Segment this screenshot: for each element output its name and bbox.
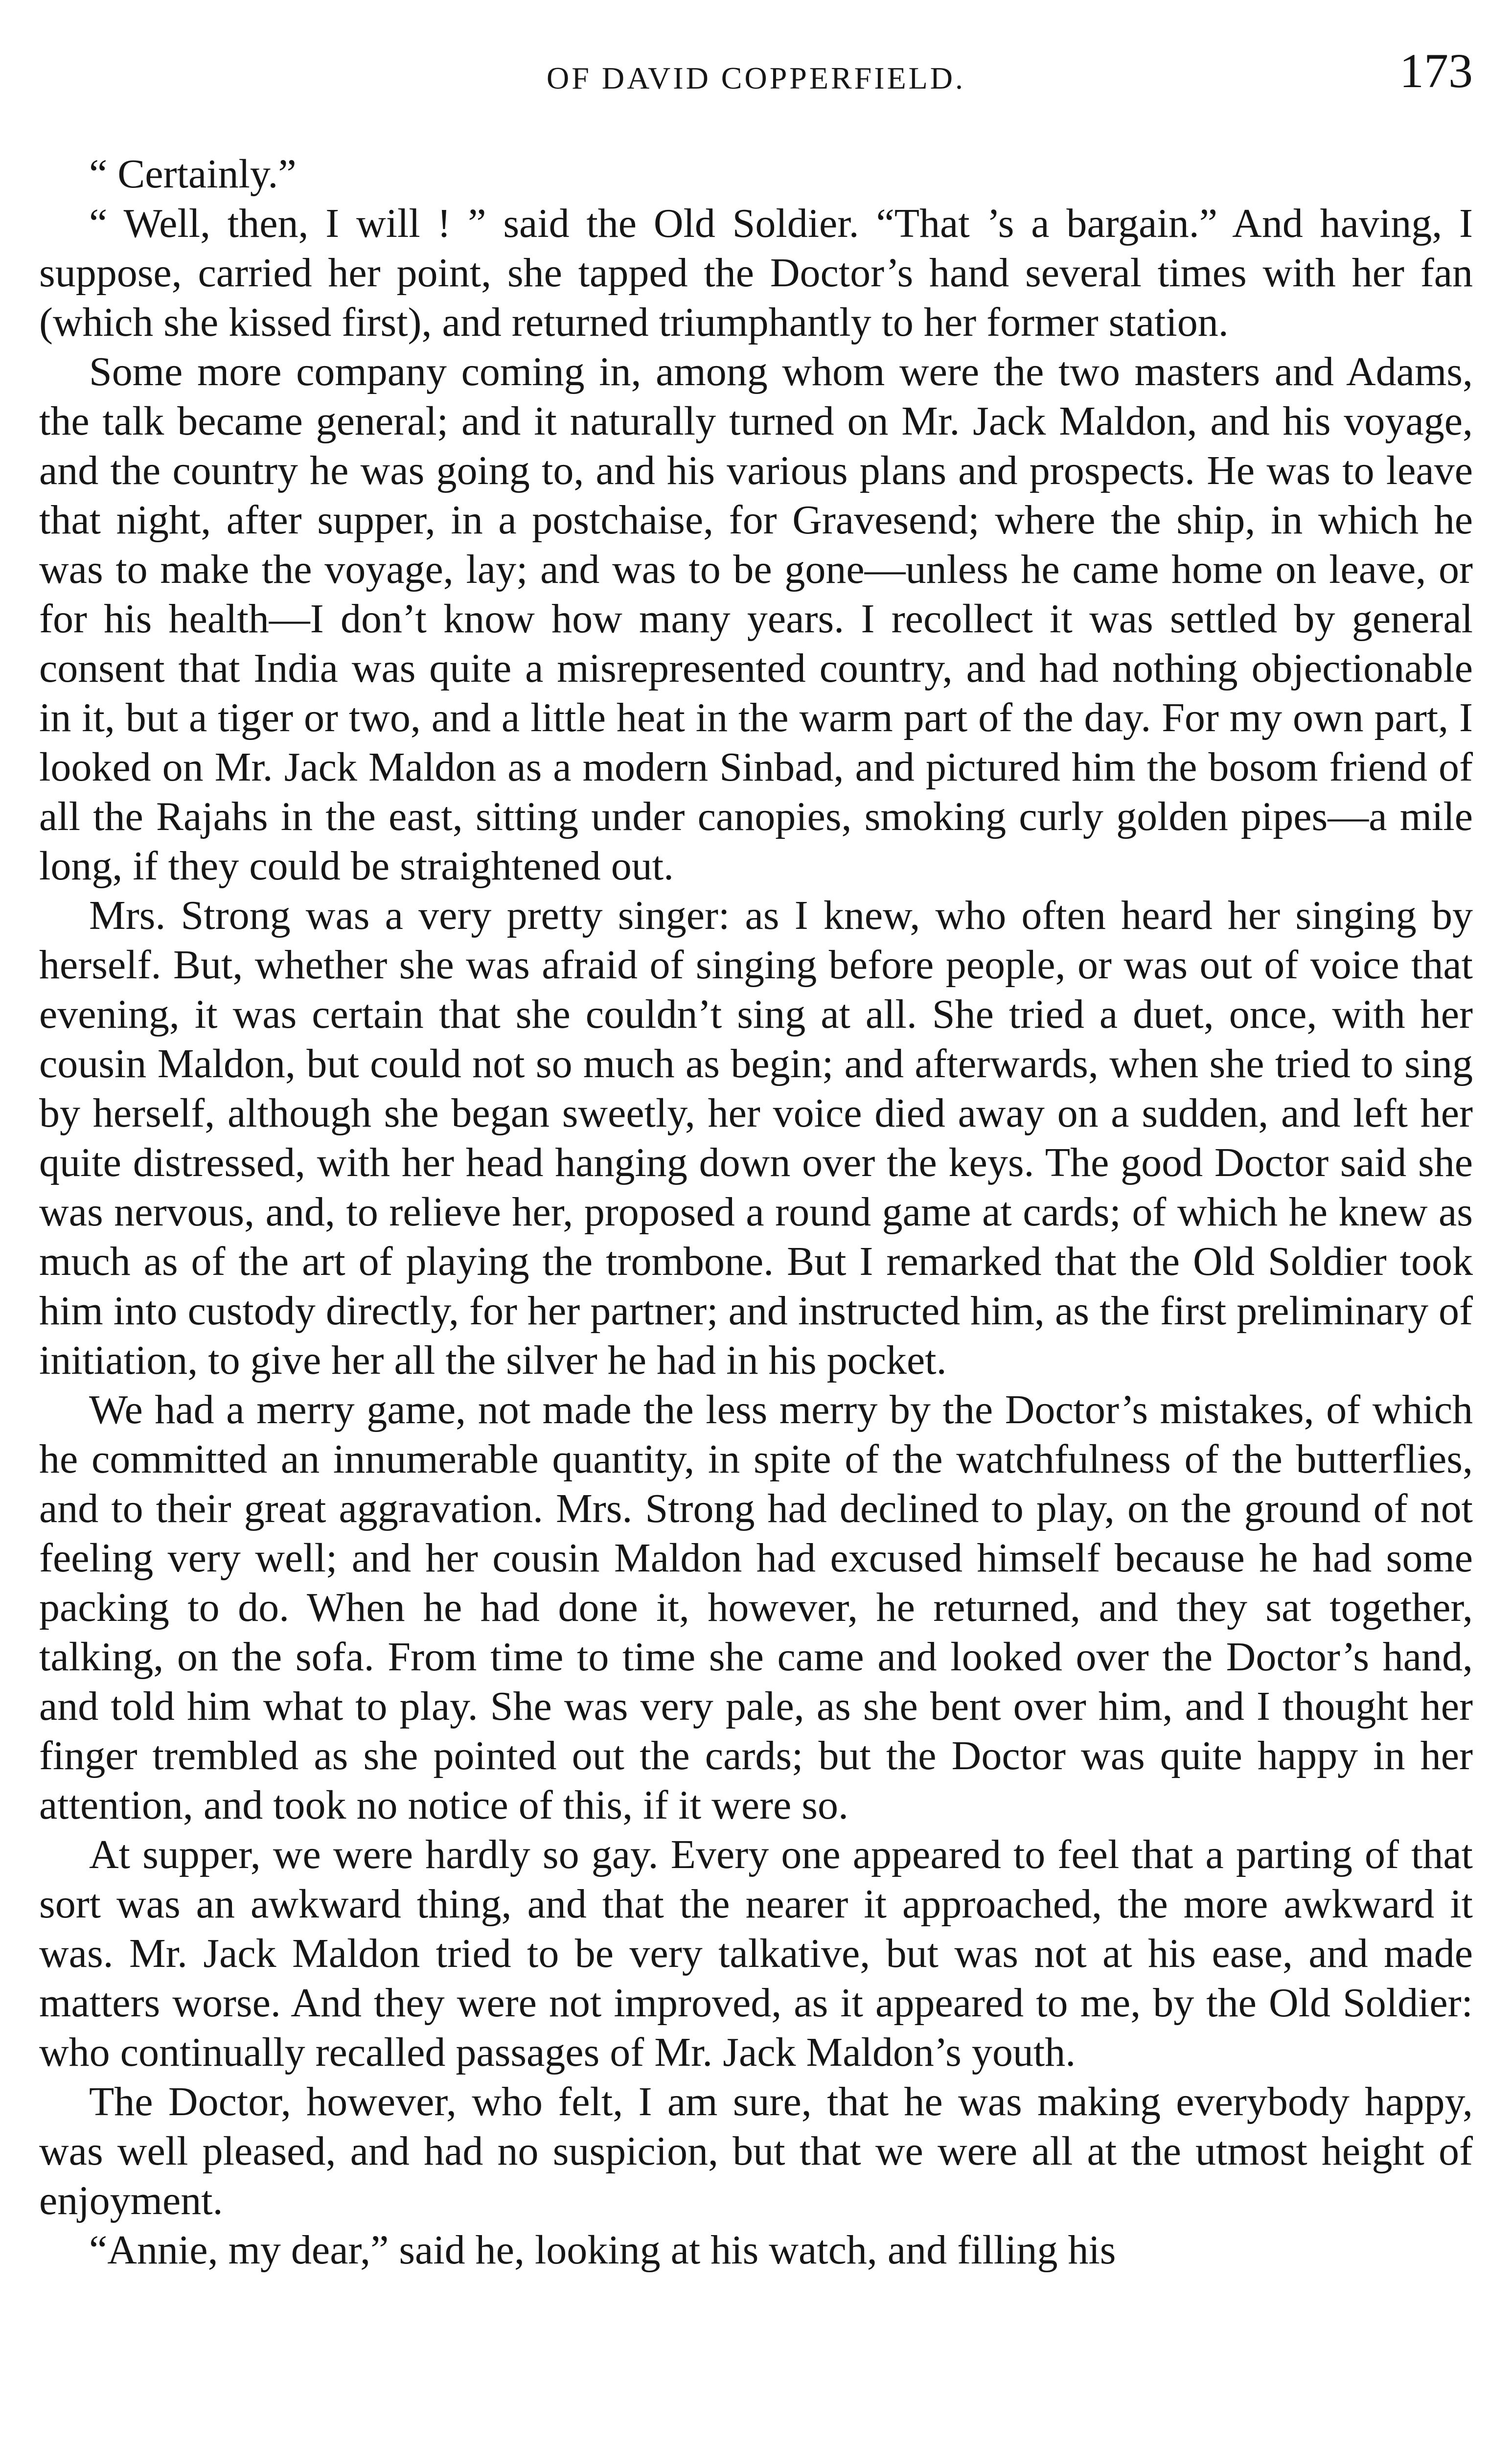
paragraph: The Doctor, however, who felt, I am sure, that he was making everybody happy, was well pleased, and had no suspicion, but that we were all at the utmost height of enjoyment. — [39, 2079, 1473, 2223]
paragraph: “ Well, then, I will ! ” said the Old Soldier. “That ’s a bargain.” And having, I suppose, carried her point, she tapped the Doctor’s hand several times with her fan (which she kissed first), and returned triumphantly to her former station. — [39, 201, 1473, 345]
paragraph: Some more company coming in, among whom were the two masters and Adams, the talk became general; and it naturally turned on Mr. Jack Maldon, and his voyage, and the country he was going to, and his various plans and prospects. He was to leave that night, after supper, in a postchaise, for Gravesend; where the ship, in which he was to make the voyage, lay; and was to be gone—unless he came home on leave, or for his health—I don’t know how many years. I recollect it was settled by general consent that India was quite a misrepresented country, and had nothing objectionable in it, but a tiger or two, and a little heat in the warm part of the day. For my own part, I looked on Mr. Jack Maldon as a modern Sinbad, and pictured him the bosom friend of all the Rajahs in the east, sitting under canopies, smoking curly golden pipes—a mile long, if they could be straightened out. — [39, 349, 1473, 889]
paragraph: “ Certainly.” — [89, 151, 297, 197]
paragraph: At supper, we were hardly so gay. Every one appeared to feel that a parting of that sort was an awkward thing, and that the nearer it approached, the more awkward it was. Mr. Jack Maldon tried to be very talkative, but was not at his ease, and made matters worse. And they were not improved, as it appeared to me, by the Old Soldier: who continually recalled passages of Mr. Jack Maldon’s youth. — [39, 1832, 1473, 2075]
paragraph: Mrs. Strong was a very pretty singer: as I knew, who often heard her singing by herself. But, whether she was afraid of singing before people, or was out of voice that evening, it was certain that she couldn’t sing at all. She tried a duet, once, with her cousin Maldon, but could not so much as begin; and afterwards, when she tried to sing by herself, although she began sweetly, her voice died away on a sudden, and left her quite distressed, with her head hanging down over the keys. The good Doctor said she was nervous, and, to relieve her, proposed a round game at cards; of which he knew as much as of the art of playing the trombone. But I remarked that the Old Soldier took him into custody directly, for her partner; and instructed him, as the first preliminary of initiation, to give her all the silver he had in his pocket. — [39, 893, 1473, 1383]
page-number: 173 — [1399, 44, 1473, 98]
body-text — [39, 149, 1473, 2447]
paragraph: We had a merry game, not made the less merry by the Doctor’s mistakes, of which he committed an innumerable quantity, in spite of the watchfulness of the butterflies, and to their great aggravation. Mrs. Strong had declined to play, on the ground of not feeling very well; and her cousin Maldon had excused himself because he had some packing to do. When he had done it, however, he returned, and they sat together, talking, on the sofa. From time to time she came and looked over the Doctor’s hand, and told him what to play. She was very pale, as she bent over him, and I thought her finger trembled as she pointed out the cards; but the Doctor was quite happy in her attention, and took no notice of this, if it were so. — [39, 1387, 1473, 1828]
running-head — [39, 46, 1473, 105]
running-title: OF DAVID COPPERFIELD. — [547, 61, 965, 95]
paragraph: “Annie, my dear,” said he, looking at his watch, and filling his — [89, 2227, 1116, 2273]
